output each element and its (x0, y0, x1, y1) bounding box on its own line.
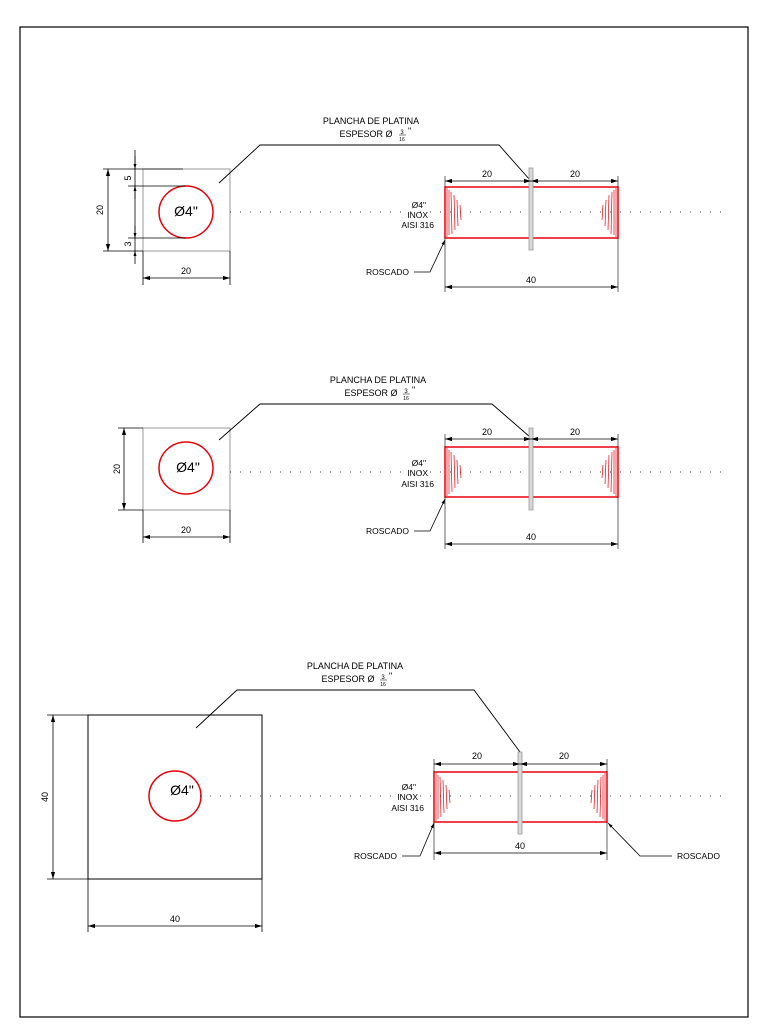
thickness-numerator: 3 (400, 130, 404, 136)
right-length-dim: 20 (569, 169, 581, 179)
total-length-dim: 40 (525, 275, 537, 285)
flange-plate (529, 168, 533, 250)
thread-label-left: ROSCADO (366, 526, 409, 536)
left-length-dim: 20 (481, 169, 493, 179)
thread-leader-left (402, 823, 434, 856)
left-length-dim: 20 (481, 427, 493, 437)
thread-label-left: ROSCADO (354, 851, 397, 861)
plate-note-title: PLANCHA DE PLATINA (322, 116, 420, 126)
plate-note-thickness: ESPESOR Ø (321, 674, 375, 684)
pipe-diameter-label: Ø4" (401, 782, 416, 792)
view-2-plate (112, 428, 230, 543)
thickness-numerator: 3 (404, 389, 408, 395)
plate-note-title: PLANCHA DE PLATINA (306, 661, 404, 671)
pipe-material-1: INOX (397, 792, 418, 802)
view-2-pipe (366, 427, 618, 549)
plate-height-dim: 40 (40, 791, 50, 803)
thread-leader (414, 240, 445, 272)
plate-width-dim: 20 (180, 525, 192, 535)
plate-note-thickness: ESPESOR Ø (339, 129, 393, 139)
plate-note-title: PLANCHA DE PLATINA (329, 375, 427, 385)
right-length-dim: 20 (569, 427, 581, 437)
plate-diameter-label: Ø4" (170, 782, 194, 798)
view-2 (112, 375, 725, 549)
thread-leader-right (608, 823, 672, 856)
thickness-denominator: 16 (380, 682, 386, 688)
pipe-material-2: AISI 316 (401, 479, 434, 489)
view-3-plate (40, 715, 262, 932)
inch-mark: " (412, 385, 416, 395)
pipe-diameter-label: Ø4" (411, 458, 426, 468)
thickness-denominator: 16 (399, 137, 405, 143)
flange-plate (529, 428, 533, 510)
view-3-pipe (354, 751, 720, 861)
thickness-numerator: 3 (381, 675, 385, 681)
plate-note-thickness: ESPESOR Ø (344, 388, 398, 398)
pipe-material-1: INOX (407, 468, 428, 478)
pipe-material-1: INOX (407, 210, 428, 220)
thread-label-left: ROSCADO (366, 267, 409, 277)
plate-note-leader (196, 690, 520, 752)
thickness-denominator: 16 (403, 396, 409, 402)
plate-height-dim: 20 (112, 463, 122, 475)
pipe-material-2: AISI 316 (391, 803, 424, 813)
thread-label-right: ROSCADO (677, 851, 720, 861)
plate-height-dim: 20 (95, 204, 105, 216)
plate-diameter-label: Ø4" (176, 459, 200, 475)
plate-width-dim: 40 (169, 914, 181, 924)
inch-mark: " (408, 126, 412, 136)
right-length-dim: 20 (558, 751, 570, 761)
bottom-offset-dim: 3 (123, 241, 133, 247)
plate-diameter-label: Ø4" (174, 203, 198, 219)
total-length-dim: 40 (514, 841, 526, 851)
view-1-pipe (366, 168, 618, 292)
thread-leader (414, 499, 445, 531)
pipe-material-2: AISI 316 (401, 220, 434, 230)
view-3 (40, 661, 725, 932)
view-1-plate (95, 150, 230, 285)
inch-mark: " (389, 671, 393, 681)
top-offset-dim: 5 (123, 175, 133, 181)
left-length-dim: 20 (471, 751, 483, 761)
plate-width-dim: 20 (180, 266, 192, 276)
total-length-dim: 40 (525, 532, 537, 542)
view-1 (95, 116, 725, 292)
pipe-diameter-label: Ø4" (411, 200, 426, 210)
